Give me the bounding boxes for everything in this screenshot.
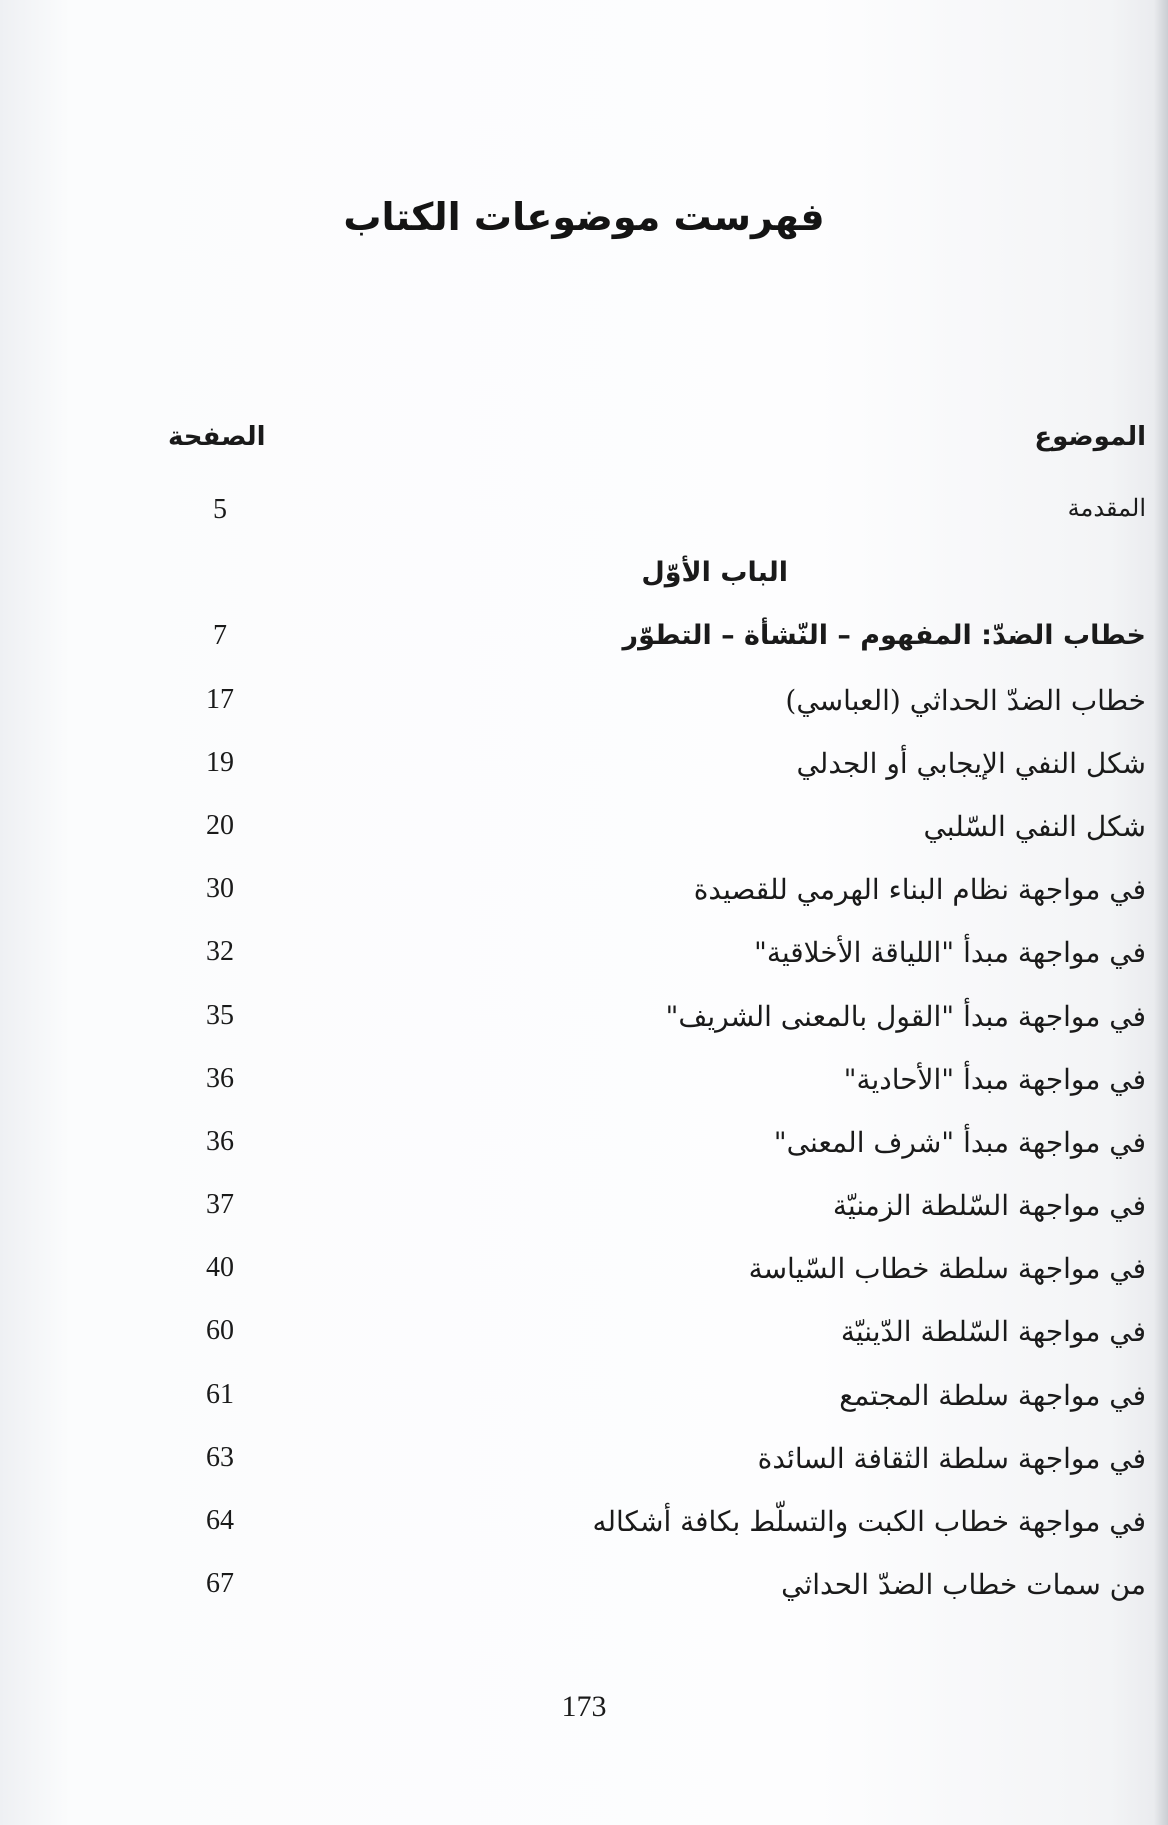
toc-entry-topic: في مواجهة سلطة المجتمع <box>839 1378 1146 1412</box>
toc-entry-page: 36 <box>206 1125 234 1157</box>
toc-entry-topic: في مواجهة مبدأ "اللياقة الأخلاقية" <box>753 936 1146 970</box>
toc-entry-page: 17 <box>206 683 234 715</box>
toc-entry-page: 35 <box>206 999 234 1031</box>
toc-entry-topic: شكل النفي الإيجابي أو الجدلي <box>796 746 1146 780</box>
page-title: فهرست موضوعات الكتاب <box>343 195 825 239</box>
toc-entry-page: 30 <box>206 873 234 905</box>
toc-entry-page: 19 <box>206 746 234 778</box>
toc-entry-topic: في مواجهة نظام البناء الهرمي للقصيدة <box>693 873 1146 907</box>
toc-entry-page: 64 <box>206 1505 234 1536</box>
toc-entry-page: 7 <box>213 620 227 652</box>
toc-entry-page: 63 <box>206 1441 234 1473</box>
toc-entry-topic: المقدمة <box>1067 494 1146 522</box>
toc-entry <box>0 1057 1168 1120</box>
toc-entry-page: 67 <box>206 1568 234 1600</box>
toc-entry-topic: في مواجهة مبدأ "الأحادية" <box>843 1062 1146 1096</box>
toc-entry-topic: في مواجهة سلطة الثقافة السائدة <box>757 1441 1146 1475</box>
toc-entry <box>0 1436 1168 1499</box>
toc-entry-page: 36 <box>206 1062 234 1094</box>
toc-entry <box>0 994 1168 1057</box>
toc-entry <box>0 488 1168 551</box>
toc-entry <box>0 1499 1168 1562</box>
toc-entry <box>0 614 1168 677</box>
toc-entry-topic: في مواجهة السّلطة الزمنيّة <box>832 1189 1146 1223</box>
toc-entry <box>0 1120 1168 1183</box>
toc-entry-topic: خطاب الضدّ: المفهوم – النّشأة – التطوّر <box>622 620 1146 652</box>
toc-entry <box>0 930 1168 993</box>
toc-entry <box>0 804 1168 867</box>
toc-entry-page: 32 <box>206 936 234 968</box>
toc-entry-page: 61 <box>206 1378 234 1410</box>
toc-entry-topic: في مواجهة سلطة خطاب السّياسة <box>748 1252 1146 1286</box>
toc-entry <box>0 867 1168 930</box>
toc-header-page: الصفحة <box>168 422 266 452</box>
toc-entry-topic: شكل النفي السّلبي <box>923 809 1146 843</box>
toc-entry-page: 20 <box>206 809 234 841</box>
toc-entry <box>0 1246 1168 1309</box>
toc-entry-topic: في مواجهة مبدأ "شرف المعنى" <box>773 1125 1146 1159</box>
toc-entry-page: 60 <box>206 1315 234 1347</box>
toc-section-heading <box>0 551 1168 614</box>
toc-entry-page: 5 <box>213 494 227 525</box>
toc-entry-page: 40 <box>206 1252 234 1284</box>
toc-header <box>168 422 1146 472</box>
toc-entries <box>0 488 1168 1625</box>
toc-entry-topic: في مواجهة مبدأ "القول بالمعنى الشريف" <box>665 999 1146 1033</box>
toc-section-title: الباب الأوّل <box>641 557 788 589</box>
toc-entry <box>0 1183 1168 1246</box>
toc-entry-topic: في مواجهة خطاب الكبت والتسلّط بكافة أشكاله <box>592 1505 1146 1538</box>
page-number: 173 <box>561 1690 607 1723</box>
toc-entry-topic: في مواجهة السّلطة الدّينيّة <box>840 1315 1146 1349</box>
toc-header-topic: الموضوع <box>1034 422 1146 452</box>
toc-entry <box>0 1562 1168 1625</box>
toc-entry-topic: خطاب الضدّ الحداثي (العباسي) <box>785 683 1146 717</box>
toc-entry <box>0 741 1168 804</box>
toc-entry <box>0 678 1168 741</box>
toc-entry-topic: من سمات خطاب الضدّ الحداثي <box>781 1568 1146 1602</box>
toc-entry <box>0 1309 1168 1372</box>
toc-entry <box>0 1373 1168 1436</box>
toc-entry-page: 37 <box>206 1189 234 1221</box>
